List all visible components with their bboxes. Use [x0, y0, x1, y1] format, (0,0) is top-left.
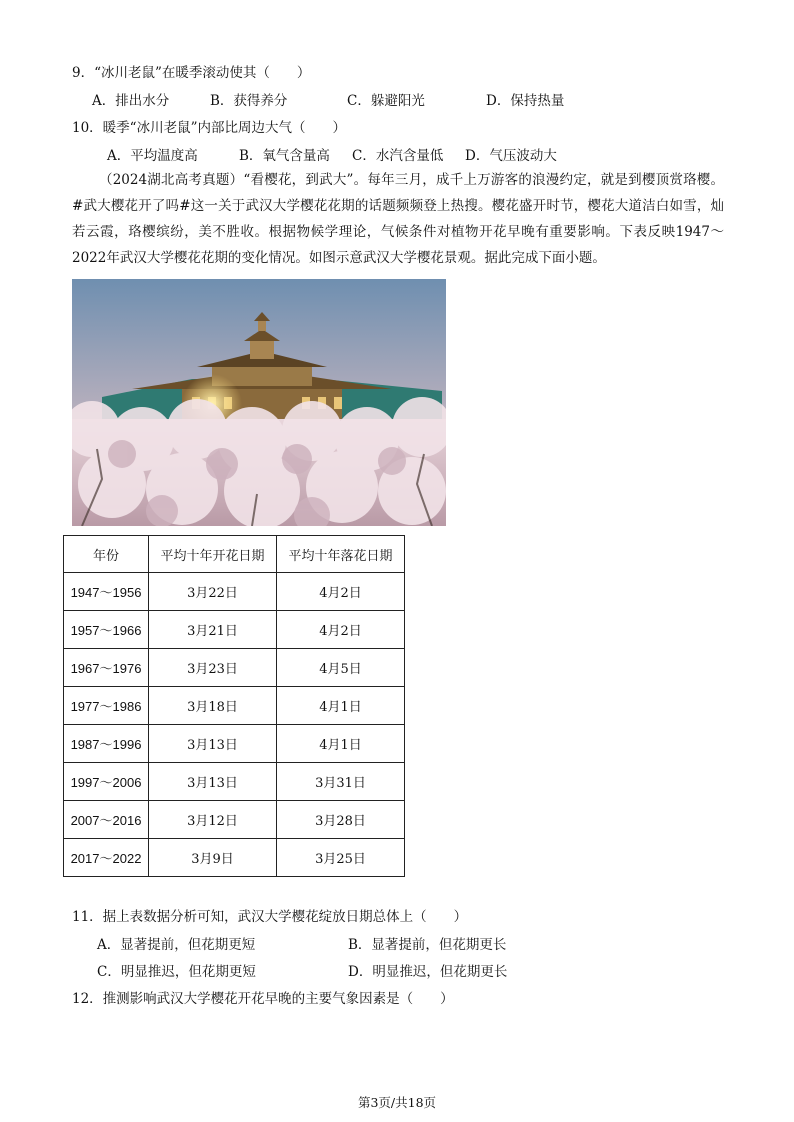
cell-fall-date: 4月2日 — [277, 611, 405, 649]
cell-years: 1987～1996 — [64, 725, 149, 763]
cherry-blossom-photo — [72, 279, 446, 526]
cell-years: 1997～2006 — [64, 763, 149, 801]
cell-fall-date: 4月1日 — [277, 687, 405, 725]
cell-bloom-date: 3月12日 — [149, 801, 277, 839]
cell-fall-date: 4月5日 — [277, 649, 405, 687]
question-10-stem: 10．暖季“冰川老鼠”内部比周边大气（ ） — [72, 120, 346, 136]
q10-option-b: B．氧气含量高 — [239, 148, 330, 164]
table-row — [64, 611, 405, 649]
q9-option-a: A．排出水分 — [92, 93, 170, 109]
cell-fall-date: 3月31日 — [277, 763, 405, 801]
table-row — [64, 763, 405, 801]
cell-bloom-date: 3月9日 — [149, 839, 277, 877]
q11-option-d: D．明显推迟，但花期更长 — [348, 964, 508, 980]
table-row — [64, 649, 405, 687]
table-row — [64, 725, 405, 763]
q11-option-a: A．显著提前，但花期更短 — [97, 937, 256, 953]
question-11-stem: 11．据上表数据分析可知，武汉大学樱花绽放日期总体上（ ） — [72, 909, 468, 925]
q10-option-d: D．气压波动大 — [465, 148, 557, 164]
cell-fall-date: 3月28日 — [277, 801, 405, 839]
page-number: 第3页/共18页 — [357, 1095, 437, 1110]
cell-fall-date: 4月1日 — [277, 725, 405, 763]
q11-option-b: B．显著提前，但花期更长 — [348, 937, 507, 953]
cell-fall-date: 3月25日 — [277, 839, 405, 877]
table-row — [64, 687, 405, 725]
reading-passage: （2024湖北高考真题）“看樱花，到武大”。每年三月，成千上万游客的浪漫约定，就是到樱顶赏珞樱。#武大樱花开了吗#这一关于武汉大学樱花花期的话题频频登上热搜。樱花盛开时节，樱花大道洁白如雪，灿若云霞，珞樱缤纷，美不胜收。根据物候学理论，气候条件对植物开花早晚有重要影响。下表反映1947～2022年武汉大学樱花花期的变化情况。如图示意武汉大学樱花景观。据此完成下面小题。 — [72, 172, 724, 266]
cell-bloom-date: 3月13日 — [149, 725, 277, 763]
header-fall-date: 平均十年落花日期 — [277, 536, 405, 573]
table-row — [64, 801, 405, 839]
question-12-stem: 12．推测影响武汉大学樱花开花早晚的主要气象因素是（ ） — [72, 991, 454, 1007]
q10-option-c: C．水汽含量低 — [352, 148, 444, 164]
q9-option-d: D．保持热量 — [486, 93, 565, 109]
cell-bloom-date: 3月21日 — [149, 611, 277, 649]
cell-fall-date: 4月2日 — [277, 573, 405, 611]
q11-option-c: C．明显推迟，但花期更短 — [97, 964, 256, 980]
table-header-row — [64, 536, 405, 573]
cell-bloom-date: 3月23日 — [149, 649, 277, 687]
cell-years: 1977～1986 — [64, 687, 149, 725]
question-9-stem: 9．“冰川老鼠”在暖季滚动使其（ ） — [72, 65, 311, 81]
cell-years: 2017～2022 — [64, 839, 149, 877]
q9-option-c: C．躲避阳光 — [347, 93, 425, 109]
q10-option-a: A．平均温度高 — [107, 148, 198, 164]
table-row — [64, 839, 405, 877]
cell-years: 1957～1966 — [64, 611, 149, 649]
cell-years: 1947～1956 — [64, 573, 149, 611]
cell-bloom-date: 3月22日 — [149, 573, 277, 611]
blossom-dates-table — [63, 535, 405, 877]
cell-bloom-date: 3月18日 — [149, 687, 277, 725]
q9-option-b: B．获得养分 — [210, 93, 288, 109]
cell-years: 2007～2016 — [64, 801, 149, 839]
cell-years: 1967～1976 — [64, 649, 149, 687]
header-years: 年份 — [64, 536, 149, 573]
cell-bloom-date: 3月13日 — [149, 763, 277, 801]
table-row — [64, 573, 405, 611]
header-bloom-date: 平均十年开花日期 — [149, 536, 277, 573]
